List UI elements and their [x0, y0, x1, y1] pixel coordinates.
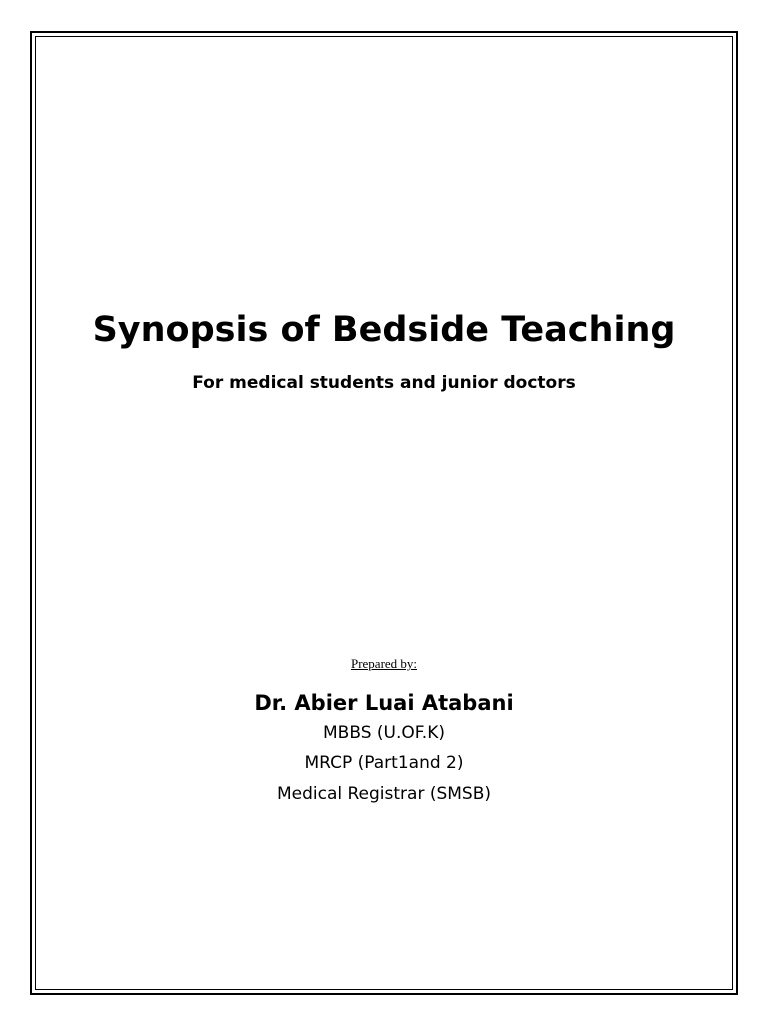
document-title: Synopsis of Bedside Teaching [92, 310, 676, 350]
document-subtitle: For medical students and junior doctors [192, 373, 576, 393]
prepared-by-label: Prepared by: [350, 656, 418, 671]
page-border-inner [35, 36, 733, 990]
author-credential-degree: MBBS (U.OF.K) [323, 723, 445, 743]
author-credential-membership: MRCP (Part1and 2) [304, 753, 464, 773]
author-name: Dr. Abier Luai Atabani [254, 691, 514, 715]
author-credential-position: Medical Registrar (SMSB) [276, 784, 492, 804]
